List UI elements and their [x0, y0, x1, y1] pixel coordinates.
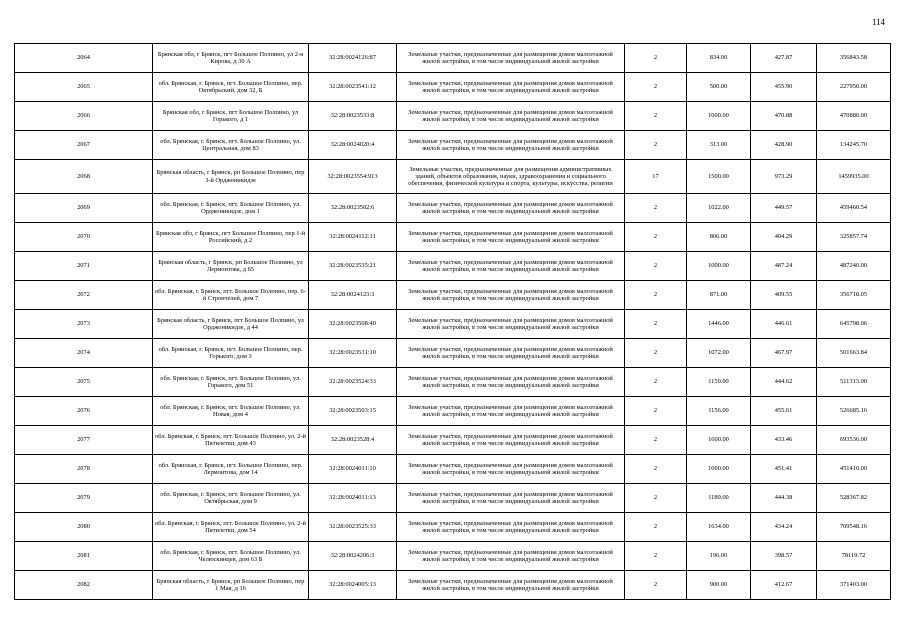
row-number-cell: 2076	[15, 397, 153, 426]
group-cell: 2	[625, 252, 687, 281]
land-use-cell: Земельные участки, предназначенные для размещения домов малоэтажной жилой застройки, в том числе индивидуальной жилой застройки	[397, 368, 625, 397]
address-cell: обл. Брянская, г. Брянск, пгт. Большое Полпино, пер. Октябрьский, дом 32, Б	[153, 73, 309, 102]
page-number: 114	[871, 17, 885, 27]
area-cell: 313.00	[687, 131, 751, 160]
row-number-cell: 2078	[15, 455, 153, 484]
cadastral-value-cell: 526685.16	[817, 397, 891, 426]
table-row	[15, 194, 891, 223]
land-use-cell: Земельные участки, предназначенные для размещения домов малоэтажной жилой застройки, в том числе индивидуальной жилой застройки	[397, 252, 625, 281]
land-use-cell: Земельные участки, предназначенные для размещения административных зданий, объектов образования, науки, здравоохранения и социального обеспечения, физической культуры и спорта, культуры, искусства, религии	[397, 160, 625, 194]
area-cell: 871.00	[687, 281, 751, 310]
specific-value-cell: 973.29	[751, 160, 817, 194]
address-cell: обл. Брянская, г. Брянск, пгт. Большое Полпино, ул. 2-й Пятилетки, дом 54	[153, 513, 309, 542]
specific-value-cell: 449.57	[751, 194, 817, 223]
area-cell: 1000.00	[687, 102, 751, 131]
group-cell: 2	[625, 44, 687, 73]
group-cell: 2	[625, 194, 687, 223]
land-use-cell: Земельные участки, предназначенные для размещения домов малоэтажной жилой застройки, в том числе индивидуальной жилой застройки	[397, 44, 625, 73]
area-cell: 196.00	[687, 542, 751, 571]
cadastral-number-cell: 32:28:0023533:8	[309, 102, 397, 131]
specific-value-cell: 427.87	[751, 44, 817, 73]
area-cell: 1000.00	[687, 252, 751, 281]
row-number-cell: 2064	[15, 44, 153, 73]
land-use-cell: Земельные участки, предназначенные для размещения домов малоэтажной жилой застройки, в том числе индивидуальной жилой застройки	[397, 542, 625, 571]
land-use-cell: Земельные участки, предназначенные для размещения домов малоэтажной жилой застройки, в том числе индивидуальной жилой застройки	[397, 310, 625, 339]
cadastral-value-cell: 451410.00	[817, 455, 891, 484]
row-number-cell: 2079	[15, 484, 153, 513]
land-use-cell: Земельные участки, предназначенные для размещения домов малоэтажной жилой застройки, в том числе индивидуальной жилой застройки	[397, 484, 625, 513]
row-number-cell: 2072	[15, 281, 153, 310]
table-row	[15, 426, 891, 455]
address-cell: обл. Брянская, г. Брянск, пгт. Большое Полпино, пер. Горького, дом 3	[153, 339, 309, 368]
row-number-cell: 2082	[15, 571, 153, 600]
table-row	[15, 310, 891, 339]
address-cell: Брянская область, г Брянск, рп Большое Полпино, пер 1 Мая, д 16	[153, 571, 309, 600]
specific-value-cell: 455.90	[751, 73, 817, 102]
group-cell: 2	[625, 542, 687, 571]
group-cell: 2	[625, 513, 687, 542]
cadastral-number-cell: 32:28:0023502:6	[309, 194, 397, 223]
land-use-cell: Земельные участки, предназначенные для размещения домов малоэтажной жилой застройки, в том числе индивидуальной жилой застройки	[397, 131, 625, 160]
cadastral-value-cell: 693536.00	[817, 426, 891, 455]
row-number-cell: 2074	[15, 339, 153, 368]
cadastral-number-cell: 32:28:0024005:13	[309, 571, 397, 600]
table-row	[15, 44, 891, 73]
cadastral-number-cell: 32:28:0024011:10	[309, 455, 397, 484]
specific-value-cell: 412.67	[751, 571, 817, 600]
area-cell: 1156.00	[687, 397, 751, 426]
land-use-cell: Земельные участки, предназначенные для размещения домов малоэтажной жилой застройки, в том числе индивидуальной жилой застройки	[397, 73, 625, 102]
group-cell: 2	[625, 397, 687, 426]
cadastral-number-cell: 32:28:0023531:10	[309, 339, 397, 368]
group-cell: 2	[625, 484, 687, 513]
group-cell: 2	[625, 73, 687, 102]
cadastral-number-cell: 32:28:0024123:3	[309, 281, 397, 310]
table-row	[15, 542, 891, 571]
area-cell: 1446.00	[687, 310, 751, 339]
table-row	[15, 484, 891, 513]
row-number-cell: 2073	[15, 310, 153, 339]
specific-value-cell: 404.29	[751, 223, 817, 252]
table-row	[15, 368, 891, 397]
address-cell: обл. Брянская, г. Брянск, пгт. Большое Полпино, ул. 2-й Пятилетки, дом 43	[153, 426, 309, 455]
cadastral-number-cell: 32:28:0023525:33	[309, 513, 397, 542]
address-cell: Брянская область, г Брянск, пгт Большое Полпино, ул Орджоникидзе, д 44	[153, 310, 309, 339]
area-cell: 900.00	[687, 571, 751, 600]
cadastral-number-cell: 32:28:0023528:4	[309, 426, 397, 455]
specific-value-cell: 487.24	[751, 252, 817, 281]
cadastral-value-table	[14, 43, 891, 600]
row-number-cell: 2080	[15, 513, 153, 542]
address-cell: обл. Брянская, г. Брянск, пгт. Большое Полпино, пер. 6-й Строителей, дом 7	[153, 281, 309, 310]
address-cell: Брянская обл, г Брянск, пгт Большое Полпино, пер 1-й Российский, д 2	[153, 223, 309, 252]
cadastral-number-cell: 32:28:0024112:11	[309, 223, 397, 252]
cadastral-value-cell: 487240.00	[817, 252, 891, 281]
land-use-cell: Земельные участки, предназначенные для размещения домов малоэтажной жилой застройки, в том числе индивидуальной жилой застройки	[397, 339, 625, 368]
table-row	[15, 102, 891, 131]
cadastral-number-cell: 32:28:0024020:4	[309, 131, 397, 160]
group-cell: 2	[625, 426, 687, 455]
table-row	[15, 281, 891, 310]
cadastral-number-cell: 32:28:0023554:913	[309, 160, 397, 194]
row-number-cell: 2066	[15, 102, 153, 131]
address-cell: Брянская обл, г Брянск, пгт Большое Полпино, ул Горького, д 1	[153, 102, 309, 131]
cadastral-value-cell: 371403.00	[817, 571, 891, 600]
specific-value-cell: 444.38	[751, 484, 817, 513]
row-number-cell: 2081	[15, 542, 153, 571]
area-cell: 806.00	[687, 223, 751, 252]
address-cell: обл. Брянская, г. Брянск, пгт. Большое Полпино, ул. Центральная, дом 83	[153, 131, 309, 160]
land-use-cell: Земельные участки, предназначенные для размещения домов малоэтажной жилой застройки, в том числе индивидуальной жилой застройки	[397, 223, 625, 252]
table-row	[15, 397, 891, 426]
cadastral-number-cell: 32:28:0024206:3	[309, 542, 397, 571]
row-number-cell: 2068	[15, 160, 153, 194]
cadastral-value-cell: 78119.72	[817, 542, 891, 571]
land-use-cell: Земельные участки, предназначенные для размещения домов малоэтажной жилой застройки, в том числе индивидуальной жилой застройки	[397, 571, 625, 600]
group-cell: 2	[625, 102, 687, 131]
land-use-cell: Земельные участки, предназначенные для размещения домов малоэтажной жилой застройки, в том числе индивидуальной жилой застройки	[397, 102, 625, 131]
specific-value-cell: 446.61	[751, 310, 817, 339]
specific-value-cell: 467.97	[751, 339, 817, 368]
group-cell: 2	[625, 339, 687, 368]
cadastral-number-cell: 32:28:0023524:33	[309, 368, 397, 397]
area-cell: 1189.00	[687, 484, 751, 513]
group-cell: 2	[625, 223, 687, 252]
cadastral-value-cell: 459460.54	[817, 194, 891, 223]
address-cell: обл. Брянская, г. Брянск, пгт. Большое Полпино, ул. Челюскинцев, дом 63 Б	[153, 542, 309, 571]
group-cell: 2	[625, 571, 687, 600]
cadastral-value-cell: 325857.74	[817, 223, 891, 252]
table-row	[15, 160, 891, 194]
specific-value-cell: 434.24	[751, 513, 817, 542]
specific-value-cell: 409.55	[751, 281, 817, 310]
address-cell: Брянская обл, г Брянск, пгт Большое Полпино, ул 2-я Кирова, д 30 А	[153, 44, 309, 73]
table-body	[15, 44, 891, 600]
group-cell: 2	[625, 455, 687, 484]
address-cell: обл. Брянская, г. Брянск, пгт. Большое Полпино, ул. Горького, дом 51	[153, 368, 309, 397]
cadastral-value-cell: 645798.06	[817, 310, 891, 339]
cadastral-number-cell: 32:28:0023503:15	[309, 397, 397, 426]
cadastral-value-cell: 227950.00	[817, 73, 891, 102]
area-cell: 1500.00	[687, 160, 751, 194]
group-cell: 17	[625, 160, 687, 194]
table-row	[15, 571, 891, 600]
cadastral-value-cell: 470880.00	[817, 102, 891, 131]
specific-value-cell: 433.46	[751, 426, 817, 455]
cadastral-value-cell: 356718.05	[817, 281, 891, 310]
cadastral-value-cell: 134245.70	[817, 131, 891, 160]
cadastral-value-cell: 709548.16	[817, 513, 891, 542]
specific-value-cell: 428.90	[751, 131, 817, 160]
land-use-cell: Земельные участки, предназначенные для размещения домов малоэтажной жилой застройки, в том числе индивидуальной жилой застройки	[397, 455, 625, 484]
specific-value-cell: 470.88	[751, 102, 817, 131]
area-cell: 1150.00	[687, 368, 751, 397]
address-cell: обл. Брянская, г. Брянск, пгт. Большое Полпино, ул. Новая, дом 4	[153, 397, 309, 426]
table-row	[15, 73, 891, 102]
address-cell: Брянская область, г Брянск, рп Большое Полпино, пер 3-й Орджоникидзе	[153, 160, 309, 194]
cadastral-value-cell: 511313.00	[817, 368, 891, 397]
area-cell: 1022.00	[687, 194, 751, 223]
cadastral-value-cell: 501663.84	[817, 339, 891, 368]
row-number-cell: 2065	[15, 73, 153, 102]
table-row	[15, 131, 891, 160]
group-cell: 2	[625, 368, 687, 397]
land-use-cell: Земельные участки, предназначенные для размещения домов малоэтажной жилой застройки, в том числе индивидуальной жилой застройки	[397, 426, 625, 455]
cadastral-number-cell: 32:28:0023541:12	[309, 73, 397, 102]
land-use-cell: Земельные участки, предназначенные для размещения домов малоэтажной жилой застройки, в том числе индивидуальной жилой застройки	[397, 513, 625, 542]
table-row	[15, 455, 891, 484]
row-number-cell: 2070	[15, 223, 153, 252]
land-use-cell: Земельные участки, предназначенные для размещения домов малоэтажной жилой застройки, в том числе индивидуальной жилой застройки	[397, 194, 625, 223]
address-cell: обл. Брянская, г. Брянск, пгт. Большое Полпино, пер. Лермонтова, дом 14	[153, 455, 309, 484]
cadastral-value-cell: 356843.58	[817, 44, 891, 73]
row-number-cell: 2075	[15, 368, 153, 397]
group-cell: 2	[625, 310, 687, 339]
row-number-cell: 2067	[15, 131, 153, 160]
cadastral-number-cell: 32:28:0023535:21	[309, 252, 397, 281]
specific-value-cell: 455.61	[751, 397, 817, 426]
area-cell: 1600.00	[687, 426, 751, 455]
specific-value-cell: 398.57	[751, 542, 817, 571]
row-number-cell: 2071	[15, 252, 153, 281]
area-cell: 834.00	[687, 44, 751, 73]
address-cell: обл. Брянская, г. Брянск, пгт. Большое Полпино, ул. Орджоникидзе, дом 1	[153, 194, 309, 223]
cadastral-value-cell: 528367.82	[817, 484, 891, 513]
cadastral-number-cell: 32:28:0023508:40	[309, 310, 397, 339]
cadastral-value-cell: 1459935.00	[817, 160, 891, 194]
table-row	[15, 223, 891, 252]
specific-value-cell: 444.62	[751, 368, 817, 397]
group-cell: 2	[625, 131, 687, 160]
table-row	[15, 513, 891, 542]
area-cell: 1634.00	[687, 513, 751, 542]
table-row	[15, 252, 891, 281]
land-use-cell: Земельные участки, предназначенные для размещения домов малоэтажной жилой застройки, в том числе индивидуальной жилой застройки	[397, 281, 625, 310]
group-cell: 2	[625, 281, 687, 310]
specific-value-cell: 451.41	[751, 455, 817, 484]
area-cell: 1072.00	[687, 339, 751, 368]
row-number-cell: 2069	[15, 194, 153, 223]
cadastral-number-cell: 32:28:0024126:87	[309, 44, 397, 73]
land-use-cell: Земельные участки, предназначенные для размещения домов малоэтажной жилой застройки, в том числе индивидуальной жилой застройки	[397, 397, 625, 426]
address-cell: обл. Брянская, г. Брянск, пгт. Большое Полпино, ул. Октябрьская, дом 9	[153, 484, 309, 513]
row-number-cell: 2077	[15, 426, 153, 455]
table-row	[15, 339, 891, 368]
address-cell: Брянская область, г Брянск, рп Большое Полпино, ул Лермонтова, д 65	[153, 252, 309, 281]
area-cell: 500.00	[687, 73, 751, 102]
cadastral-number-cell: 32:28:0024011:13	[309, 484, 397, 513]
area-cell: 1000.00	[687, 455, 751, 484]
